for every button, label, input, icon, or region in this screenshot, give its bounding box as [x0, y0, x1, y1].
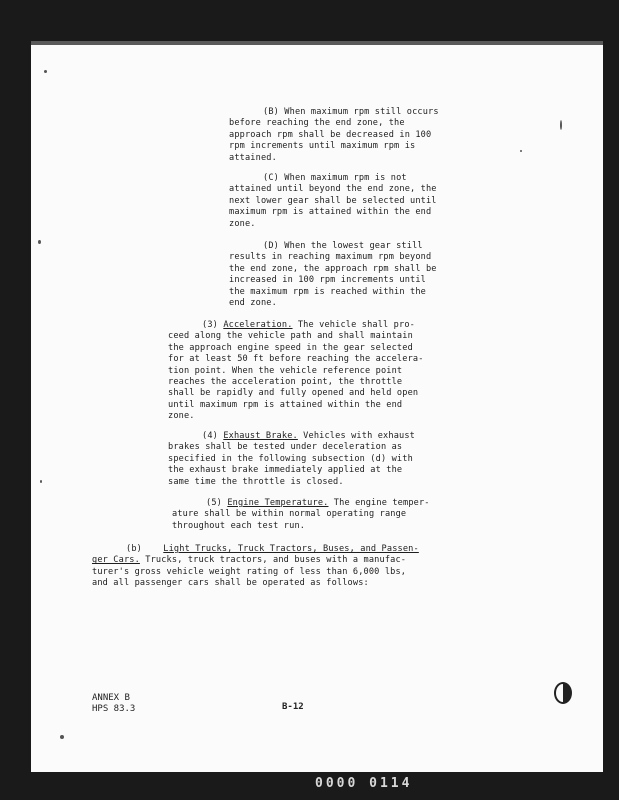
scan-speck [44, 70, 47, 73]
subparagraph-B [229, 107, 439, 164]
text-line: before reaching the end zone, the [229, 118, 405, 129]
registration-mark-icon [554, 682, 572, 704]
text-line: maximum rpm is attained within the end [229, 207, 432, 218]
text-line: throughout each test run. [172, 520, 306, 531]
scan-speck [560, 120, 562, 130]
text-line: zone. [168, 411, 195, 422]
text-line: brakes shall be tested under deceleration as [168, 442, 403, 453]
text-line: attained until beyond the end zone, the [229, 184, 437, 195]
text-line: turer's gross vehicle weight rating of less than 6,000 lbs, [92, 566, 407, 577]
text-line: the maximum rpm is reached within the [229, 286, 426, 297]
text-line: the end zone, the approach rpm shall be [229, 263, 437, 274]
text-line: rpm increments until maximum rpm is [229, 141, 416, 152]
serial-stamp: 0000 0114 [315, 776, 413, 791]
scan-border-right [603, 0, 619, 800]
paragraph-3-acceleration [168, 320, 424, 423]
text-line: same time the throttle is closed. [168, 476, 344, 487]
text-line: results in reaching maximum rpm beyond [229, 252, 432, 263]
text-line: ceed along the vehicle path and shall maintain [168, 331, 413, 342]
paragraph-heading: Engine Temperature. [227, 498, 329, 508]
text-line: The engine temper- [328, 498, 430, 508]
text-line: increased in 100 rpm increments until [229, 275, 426, 286]
text-line: tion point. When the vehicle reference point [168, 365, 403, 376]
page-number: B-12 [282, 702, 304, 712]
scan-speck [60, 735, 64, 739]
paragraph-heading: Light Trucks, Truck Tractors, Buses, and Passen- [163, 544, 419, 554]
paragraph-number: (3) [202, 320, 218, 330]
scan-speck [40, 480, 42, 483]
paragraph-number: (b) [126, 544, 142, 554]
paragraph-5-engine-temperature [172, 498, 430, 532]
paragraph-4-exhaust-brake [168, 431, 415, 488]
scan-border-bottom [0, 772, 619, 800]
text-line: attained. [229, 152, 277, 163]
text-line: (B) When maximum rpm still occurs [263, 107, 439, 117]
text-line: end zone. [229, 298, 277, 309]
text-line: (D) When the lowest gear still [263, 241, 423, 251]
text-line: approach rpm shall be decreased in 100 [229, 129, 432, 140]
subparagraph-D [229, 241, 437, 309]
text-line: the exhaust brake immediately applied at the [168, 465, 403, 476]
document-ref: HPS 83.3 [92, 704, 136, 714]
paragraph-heading: Exhaust Brake. [223, 431, 298, 441]
scan-speck [38, 240, 41, 244]
paragraph-heading-continued: ger Cars. [92, 555, 140, 566]
text-line: and all passenger cars shall be operated as follows: [92, 578, 369, 589]
paragraph-number: (4) [202, 431, 218, 441]
annex-label: ANNEX B [92, 693, 130, 703]
text-line: for at least 50 ft before reaching the accelera- [168, 354, 424, 365]
scan-border-left [0, 0, 31, 800]
text-line: Vehicles with exhaust [297, 431, 415, 441]
scan-border-top [0, 0, 619, 45]
text-line: zone. [229, 218, 256, 229]
text-line: Trucks, truck tractors, and buses with a manufac- [139, 555, 407, 566]
text-line: ature shall be within normal operating range [172, 509, 407, 520]
text-line: shall be rapidly and fully opened and held open [168, 388, 419, 399]
text-line: reaches the acceleration point, the throttle [168, 377, 403, 388]
text-line: next lower gear shall be selected until [229, 195, 437, 206]
text-line: (C) When maximum rpm is not [263, 173, 407, 183]
subparagraph-C [229, 173, 437, 230]
paragraph-heading: Acceleration. [223, 320, 293, 330]
paragraph-b-light-trucks [92, 544, 419, 590]
text-line: the approach engine speed in the gear selected [168, 342, 413, 353]
text-line: specified in the following subsection (d) with [168, 453, 413, 464]
scan-speck [520, 150, 522, 152]
paragraph-number: (5) [206, 498, 222, 508]
text-line: until maximum rpm is attained within the end [168, 399, 403, 410]
text-line: The vehicle shall pro- [292, 320, 415, 330]
annex-reference [92, 693, 135, 715]
